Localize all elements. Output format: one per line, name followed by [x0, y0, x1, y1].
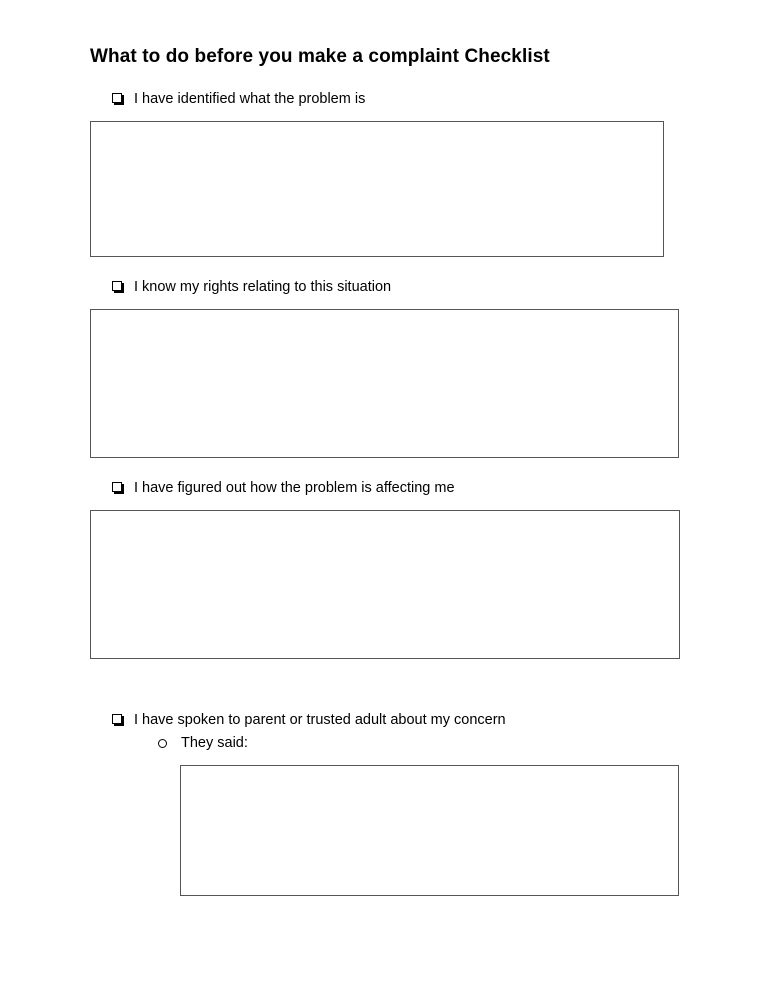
- checklist-item-affecting-me: [112, 480, 455, 496]
- sub-item-label: They said:: [181, 735, 248, 751]
- checklist-item-label: I have identified what the problem is: [134, 91, 366, 107]
- checkbox-icon[interactable]: [112, 93, 122, 103]
- checklist-item-identified-problem: [112, 91, 365, 107]
- checkbox-icon[interactable]: [112, 482, 122, 492]
- page-title: What to do before you make a complaint Checklist: [90, 46, 550, 67]
- checkbox-icon[interactable]: [112, 714, 122, 724]
- checklist-item-label: I have spoken to parent or trusted adult about my concern: [134, 712, 506, 728]
- answer-box-know-rights[interactable]: [90, 309, 679, 458]
- checklist-item-label: I know my rights relating to this situation: [134, 279, 392, 295]
- checkbox-icon[interactable]: [112, 281, 122, 291]
- answer-box-affecting-me[interactable]: [90, 510, 680, 659]
- answer-box-identified-problem[interactable]: [90, 121, 664, 257]
- checklist-item-spoken-to-adult: [112, 712, 506, 728]
- answer-box-they-said[interactable]: [180, 765, 679, 896]
- checklist-item-label: I have figured out how the problem is affecting me: [134, 480, 455, 496]
- sub-item-they-said: [158, 735, 248, 751]
- checklist-item-know-rights: [112, 279, 391, 295]
- hollow-bullet-icon: [158, 739, 167, 748]
